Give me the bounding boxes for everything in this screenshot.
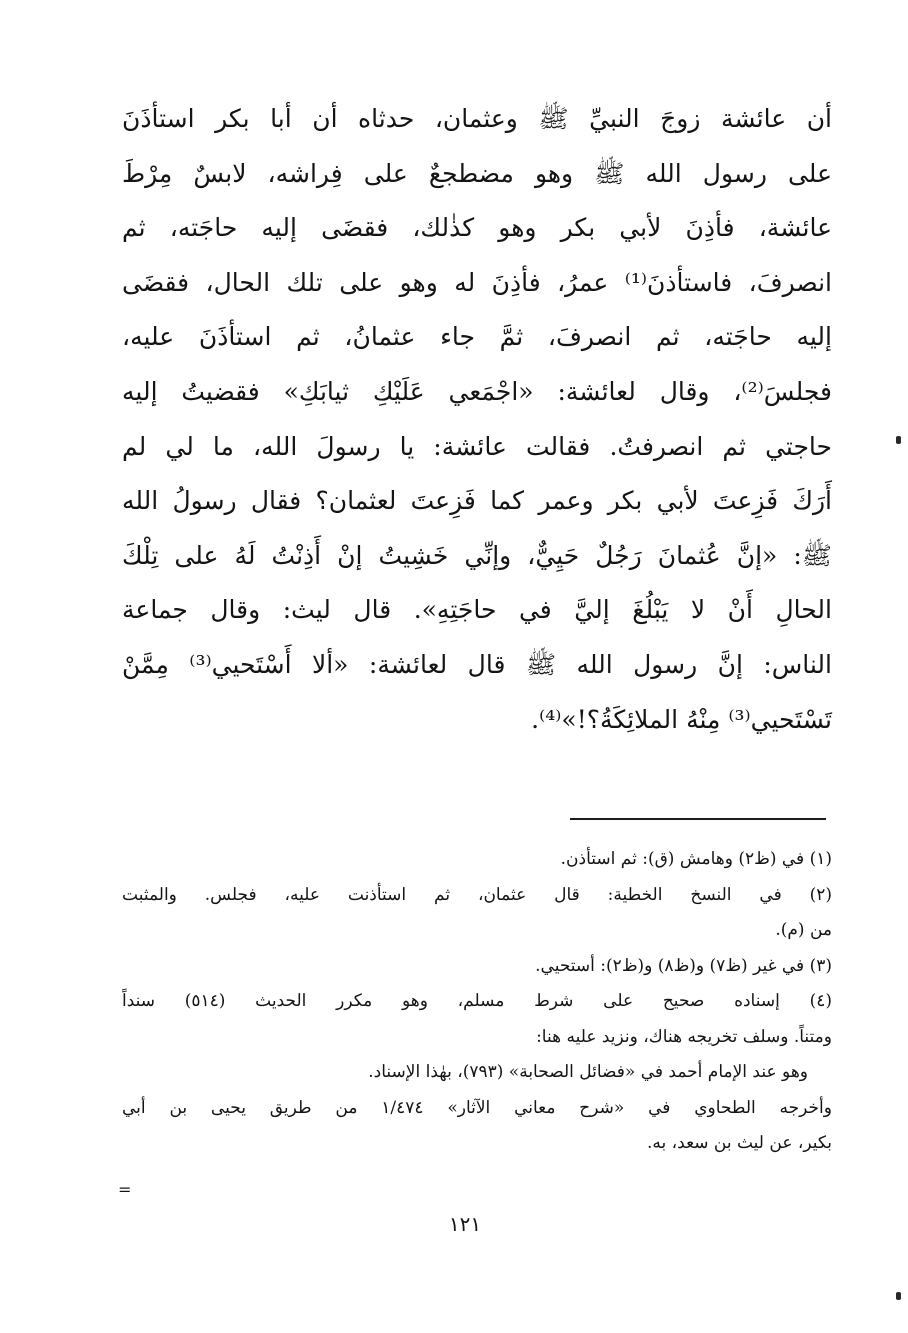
main-text-line: حاجتي ثم انصرفتُ. فقالت عائشة: يا رسولَ الله، ما لي لم	[122, 431, 832, 461]
main-text-line: أن عائشة زوجَ النبيِّ ﷺ وعثمان، حدثاه أن أبا بكر استأذَنَ	[122, 104, 832, 133]
footnote-line: وأخرجه الطحاوي في «شرح معاني الآثار» ١/٤٧٤ من طريق يحيى بن أبي	[122, 1097, 832, 1118]
page-number: ١٢١	[448, 1212, 482, 1236]
main-text-block	[122, 92, 832, 747]
footnotes-block	[122, 842, 832, 1162]
main-text-line: أَرَكَ فَزِعتَ لأبي بكر وعمر كما فَزِعتَ لعثمان؟ فقال رسولُ الله	[122, 486, 832, 516]
footnote-line: ومتناً. وسلف تخريجه هناك، ونزيد عليه هنا:	[536, 1026, 832, 1047]
main-text-line: ﷺ: «إنَّ عُثمانَ رَجُلٌ حَيِيٌّ، وإنِّي خَشِيتُ إنْ أَذِنْتُ لَهُ على تِلْكَ	[122, 540, 832, 570]
footnote-line: (١) في (ظ٢) وهامش (ق): ثم استأذن.	[560, 849, 832, 869]
main-text-line: إليه حاجَته، ثم انصرفَ، ثمَّ جاء عثمانُ، ثم استأذَنَ عليه،	[122, 322, 832, 352]
footnote-line: وهو عند الإمام أحمد في «فضائل الصحابة» (٧٩٣)، بهٰذا الإسناد.	[368, 1062, 808, 1082]
main-text-line: انصرفَ، فاستأذنَ⁽¹⁾ عمرُ، فأذِنَ له وهو على تلك الحال، فقضَى	[122, 267, 832, 297]
main-text-line: الناس: إنَّ رسول الله ﷺ قال لعائشة: «ألا أَسْتَحيي⁽³⁾ مِمَّنْ	[122, 649, 832, 679]
footnote-continuation-mark: =	[118, 1180, 132, 1199]
main-text-line: عائشة، فأذِنَ لأبي بكر وهو كذٰلك، فقضَى إليه حاجَته، ثم	[122, 213, 832, 243]
footnote-line: (٣) في غير (ظ٧) و(ظ٨) و(ظ٢): أستحيي.	[535, 955, 832, 976]
footnote-line: بكير، عن ليث بن سعد، به.	[647, 1133, 832, 1153]
main-text-line: الحالِ أَنْ لا يَبْلُغَ إليَّ في حاجَتِهِ». قال ليث: وقال جماعة	[122, 595, 832, 625]
footnote-line: (٢) في النسخ الخطية: قال عثمان، ثم استأذنت عليه، فجلس. والمثبت	[122, 884, 832, 905]
main-text-line: فجلسَ⁽²⁾، وقال لعائشة: «اجْمَعي عَلَيْكِ ثيابَكِ» فقضيتُ إليه	[122, 376, 832, 406]
main-text-line: تَسْتَحيي⁽³⁾ مِنْهُ الملائِكَةُ؟!»⁽⁴⁾.	[531, 704, 832, 734]
footnote-separator	[570, 818, 826, 820]
margin-mark	[896, 436, 901, 444]
footnote-line: من (م).	[775, 920, 832, 940]
main-text-line: على رسول الله ﷺ وهو مضطجعٌ على فِراشه، لابسٌ مِرْطَ	[122, 158, 832, 188]
footnote-line: (٤) إسناده صحيح على شرط مسلم، وهو مكرر الحديث (٥١٤) سنداً	[122, 991, 832, 1011]
margin-mark	[896, 1292, 901, 1300]
